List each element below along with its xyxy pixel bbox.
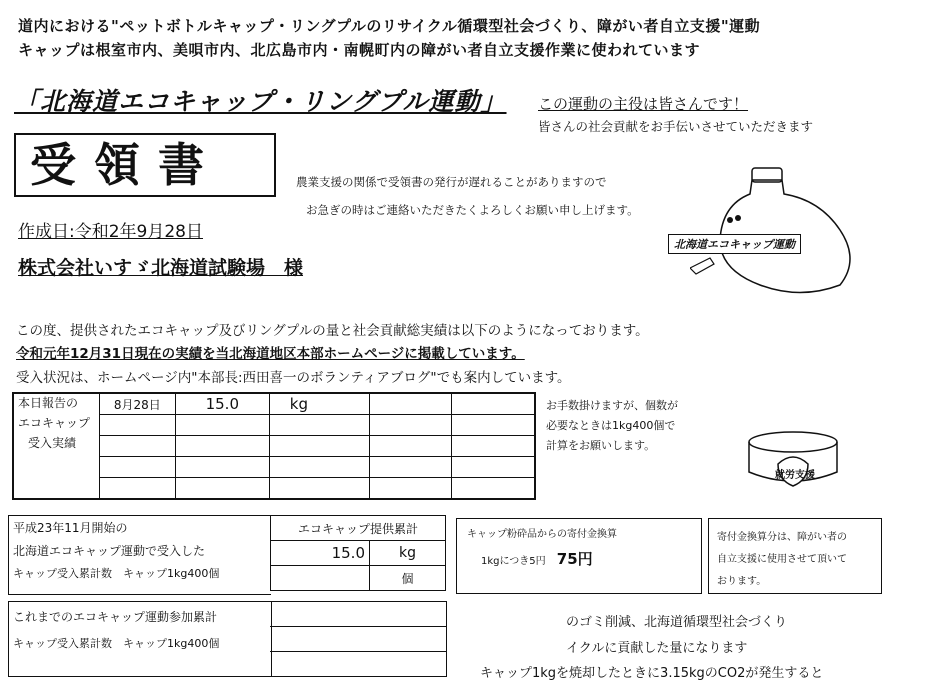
cumulative-label-line-2: 北海道エコキャップ運動で受入した: [13, 544, 206, 558]
report-empty-cell: [99, 436, 175, 457]
participation-label-line-2: キャップ受入累計数 キャップ1kg400個: [13, 637, 220, 650]
report-empty-cell: [369, 436, 452, 457]
report-table: [12, 392, 536, 500]
donation-note-line-2: 自立支援に使用させて頂いて: [717, 554, 847, 565]
footer-line-3: キャップ1kgを焼却したときに3.15kgのCO2が発生すると: [480, 666, 824, 681]
report-empty-cell: [452, 393, 535, 415]
report-empty-cell: [99, 478, 175, 500]
pieces-note-line-1: お手数掛けますが、個数が: [546, 399, 678, 412]
donation-note-box: [708, 518, 882, 594]
report-empty-cell: [452, 436, 535, 457]
table-row: [271, 541, 446, 566]
report-date-cell: 8月28日: [99, 393, 175, 415]
issue-date: 作成日:令和2年9月28日: [18, 222, 203, 242]
report-empty-cell: [175, 436, 269, 457]
campaign-lead-sub: 皆さんの社会貢献をお手伝いさせていただきます: [538, 119, 814, 134]
donation-rate-label: 1kgにつき5円: [481, 556, 546, 567]
cumulative-table: [270, 515, 446, 591]
pieces-note-line-2: 必要なときは1kg400個で: [546, 419, 676, 432]
pieces-note: [546, 396, 678, 456]
cumulative-label-line-1: 平成23年11月開始の: [13, 521, 128, 535]
delay-notice-2: お急ぎの時はご連絡いただきたくよろしくお願い申し上げます。: [306, 203, 639, 217]
participation-divider: [270, 651, 446, 652]
donation-title: キャップ粉砕品からの寄付金換算: [467, 529, 617, 540]
participation-divider: [270, 626, 446, 627]
report-empty-cell: [369, 415, 452, 436]
report-empty-cell: [269, 478, 369, 500]
cumulative-header: エコキャップ提供累計: [271, 516, 446, 541]
participation-label-box: [8, 601, 272, 677]
cumulative-unit-kg: kg: [370, 541, 446, 566]
cumulative-label-box: [8, 515, 271, 595]
footer-line-2: イクルに貢献した量になります: [566, 641, 748, 656]
receipt-stamp: 受領書: [14, 133, 276, 197]
table-row: [271, 566, 446, 591]
participation-label-line-1: これまでのエコキャップ運動参加累計: [13, 610, 218, 624]
recipient-name: 株式会社いすゞ北海道試験場 様: [18, 257, 304, 279]
report-empty-cell: [452, 478, 535, 500]
body-paragraph-2: 令和元年12月31日現在の実績を当北海道地区本部ホームページに掲載しています。: [16, 346, 525, 362]
delay-notice-1: 農業支援の関係で受領書の発行が遅れることがありますので: [296, 175, 607, 189]
campaign-title: 「北海道エコキャップ・リングプル運動」: [14, 87, 507, 116]
header-line-2: キャップは根室市内、美唄市内、北広島市内・南幌町内の障がい者自立支援作業に使われています: [18, 41, 701, 59]
donation-note-line-3: おります。: [717, 576, 767, 587]
mascot-label: 北海道エコキャップ運動: [668, 234, 801, 254]
report-empty-cell: [175, 415, 269, 436]
report-unit-cell: kg: [269, 393, 369, 415]
report-label-cell: [13, 393, 99, 499]
report-empty-cell: [269, 436, 369, 457]
cumulative-unit-pcs: 個: [370, 566, 446, 591]
report-label-line-1: 本日報告の: [18, 396, 79, 410]
support-badge-label: 就労支援: [775, 470, 815, 481]
report-empty-cell: [452, 415, 535, 436]
donation-box: [456, 518, 702, 594]
campaign-lead: この運動の主役は皆さんです！: [538, 95, 749, 113]
donation-note-line-1: 寄付金換算分は、障がい者の: [717, 532, 847, 543]
support-badge-illustration: [738, 424, 848, 494]
pieces-note-line-3: 計算をお願いします。: [546, 439, 656, 452]
body-paragraph-1: この度、提供されたエコキャップ及びリングプルの量と社会貢献総実績は以下のようになっております。: [16, 323, 649, 339]
footer-line-1: のゴミ削減、北海道循環型社会づくり: [566, 615, 788, 630]
body-paragraph-3: 受入状況は、ホームページ内"本部長:西田喜一のボランティアブログ"でも案内しています。: [16, 370, 571, 386]
header-line-1: 道内における"ペットボトルキャップ・リングプルのリサイクル循環型社会づくり、障がい者自立支援"運動: [18, 17, 761, 35]
report-empty-cell: [452, 457, 535, 478]
cumulative-empty-cell: [271, 566, 370, 591]
cumulative-label-line-3: キャップ受入累計数 キャップ1kg400個: [13, 567, 220, 580]
report-empty-cell: [175, 478, 269, 500]
report-label-line-3: 受入実績: [28, 436, 77, 450]
report-empty-cell: [369, 393, 452, 415]
donation-amount: 75円: [556, 550, 593, 568]
report-amount-cell: 15.0: [175, 393, 269, 415]
report-empty-cell: [175, 457, 269, 478]
report-empty-cell: [99, 415, 175, 436]
table-row: [271, 516, 446, 541]
mascot-illustration: [690, 160, 880, 300]
report-empty-cell: [269, 415, 369, 436]
cumulative-amount: 15.0: [271, 541, 370, 566]
report-label-line-2: エコキャップ: [18, 416, 91, 430]
report-empty-cell: [369, 478, 452, 500]
report-empty-cell: [369, 457, 452, 478]
report-empty-cell: [269, 457, 369, 478]
table-row: [13, 393, 535, 415]
participation-value-box: [270, 601, 447, 677]
report-empty-cell: [99, 457, 175, 478]
